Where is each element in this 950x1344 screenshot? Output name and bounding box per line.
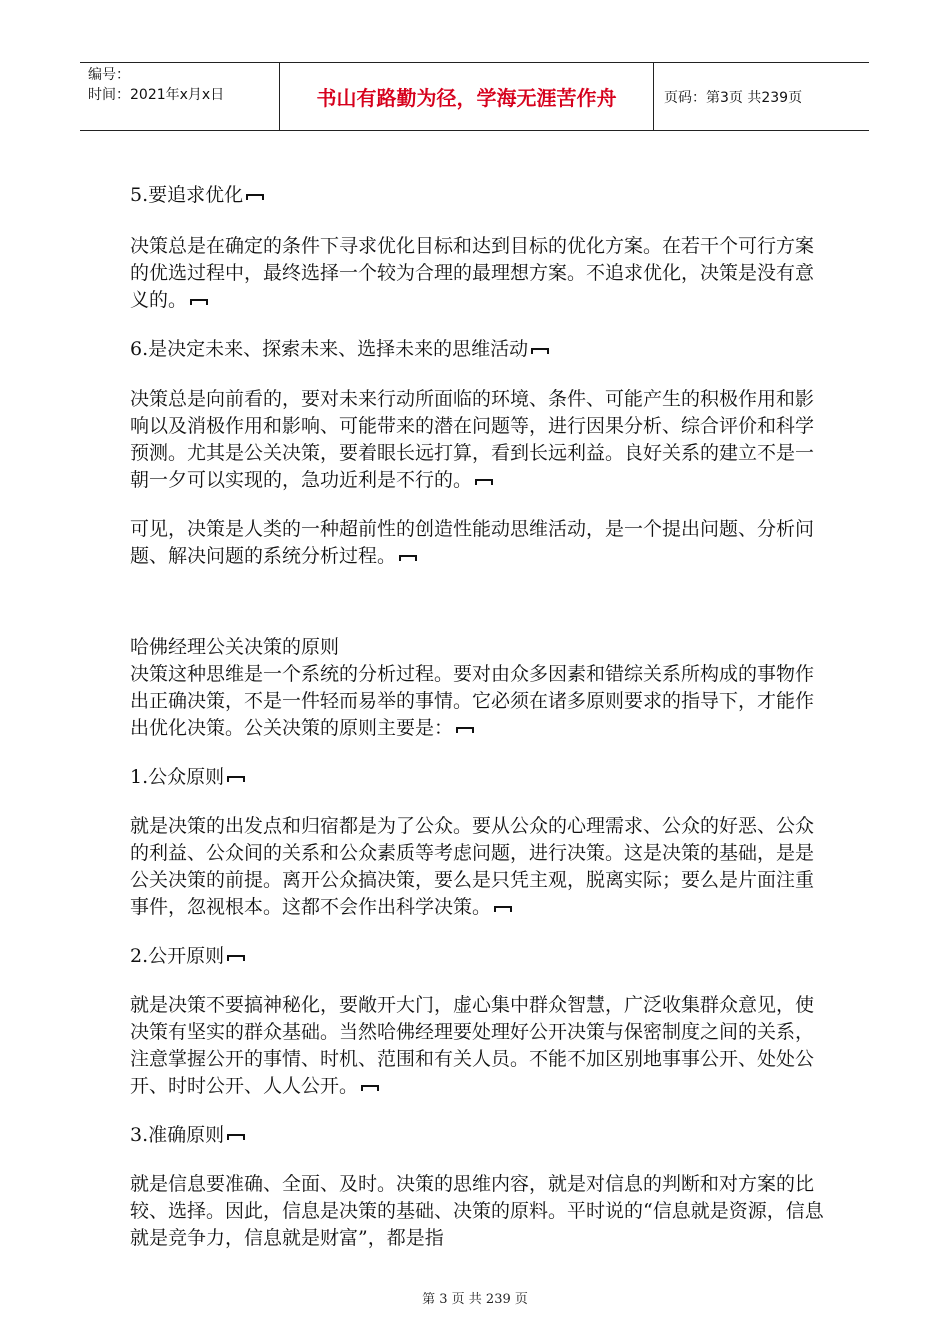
section-heading: 3.准确原则 — [130, 1122, 830, 1149]
section-heading: 5.要追求优化 — [130, 182, 830, 209]
paragraph-mark-icon — [227, 1134, 245, 1140]
time-label: 时间：2021年x月x日 — [88, 87, 225, 103]
header-meta — [80, 63, 280, 130]
section-heading: 2.公开原则 — [130, 943, 830, 970]
paragraph: 就是决策的出发点和归宿都是为了公众。要从公众的心理需求、公众的好恶、公众的利益、公众间的关系和公众素质等考虑问题，进行决策。这是决策的基础，是是公关决策的前提。离开公众搞决策，要么是只凭主观，脱离实际；要么是片面注重事件，忽视根本。这都不会作出科学决策。 — [130, 815, 815, 918]
paragraph-mark-icon — [494, 906, 512, 912]
paragraph: 就是决策不要搞神秘化，要敞开大门，虚心集中群众智慧，广泛收集群众意见，使决策有坚实的群众基础。当然哈佛经理要处理好公开决策与保密制度之间的关系，注意掌握公开的事情、时机、范围和有关人员。不能不加区别地事事公开、处处公开、时时公开、人人公开。 — [130, 994, 815, 1097]
paragraph-mark-icon — [361, 1085, 379, 1091]
section-title: 哈佛经理公关决策的原则 — [130, 636, 340, 658]
section-heading: 6.是决定未来、探索未来、选择未来的思维活动 — [130, 336, 830, 363]
paragraph-mark-icon — [227, 955, 245, 961]
paragraph-mark-icon — [246, 194, 264, 200]
paragraph: 决策总是向前看的，要对未来行动所面临的环境、条件、可能产生的积极作用和影响以及消极作用和影响、可能带来的潜在问题等，进行因果分析、综合评价和科学预测。尤其是公关决策，要着眼长远打算，看到长远利益。良好关系的建立不是一朝一夕可以实现的，急功近利是不行的。 — [130, 388, 815, 491]
page-footer: 第 3 页 共 239 页 — [422, 1292, 528, 1307]
paragraph: 可见，决策是人类的一种超前性的创造性能动思维活动，是一个提出问题、分析问题、解决问题的系统分析过程。 — [130, 518, 815, 567]
section-heading: 1.公众原则 — [130, 764, 830, 791]
paragraph-mark-icon — [475, 479, 493, 485]
number-label: 编号： — [88, 67, 130, 83]
paragraph-mark-icon — [456, 727, 474, 733]
paragraph-mark-icon — [190, 299, 208, 305]
paragraph-mark-icon — [399, 555, 417, 561]
paragraph-mark-icon — [531, 348, 549, 354]
paragraph: 决策总是在确定的条件下寻求优化目标和达到目标的优化方案。在若干个可行方案的优选过程中，最终选择一个较为合理的最理想方案。不追求优化，决策是没有意义的。 — [130, 235, 815, 311]
document-body — [130, 182, 830, 1252]
page-header — [80, 62, 869, 131]
header-motto: 书山有路勤为径，学海无涯苦作舟 — [280, 63, 654, 130]
paragraph: 就是信息要准确、全面、及时。决策的思维内容，就是对信息的判断和对方案的比较、选择。因此，信息是决策的基础、决策的原料。平时说的“信息就是资源，信息就是竞争力，信息就是财富”，都是指 — [130, 1173, 824, 1249]
paragraph: 决策这种思维是一个系统的分析过程。要对由众多因素和错综关系所构成的事物作出正确决策，不是一件轻而易举的事情。它必须在诸多原则要求的指导下，才能作出优化决策。公关决策的原则主要是： — [130, 663, 815, 739]
header-page-info: 页码：第3页 共239页 — [664, 89, 803, 106]
paragraph-mark-icon — [227, 776, 245, 782]
